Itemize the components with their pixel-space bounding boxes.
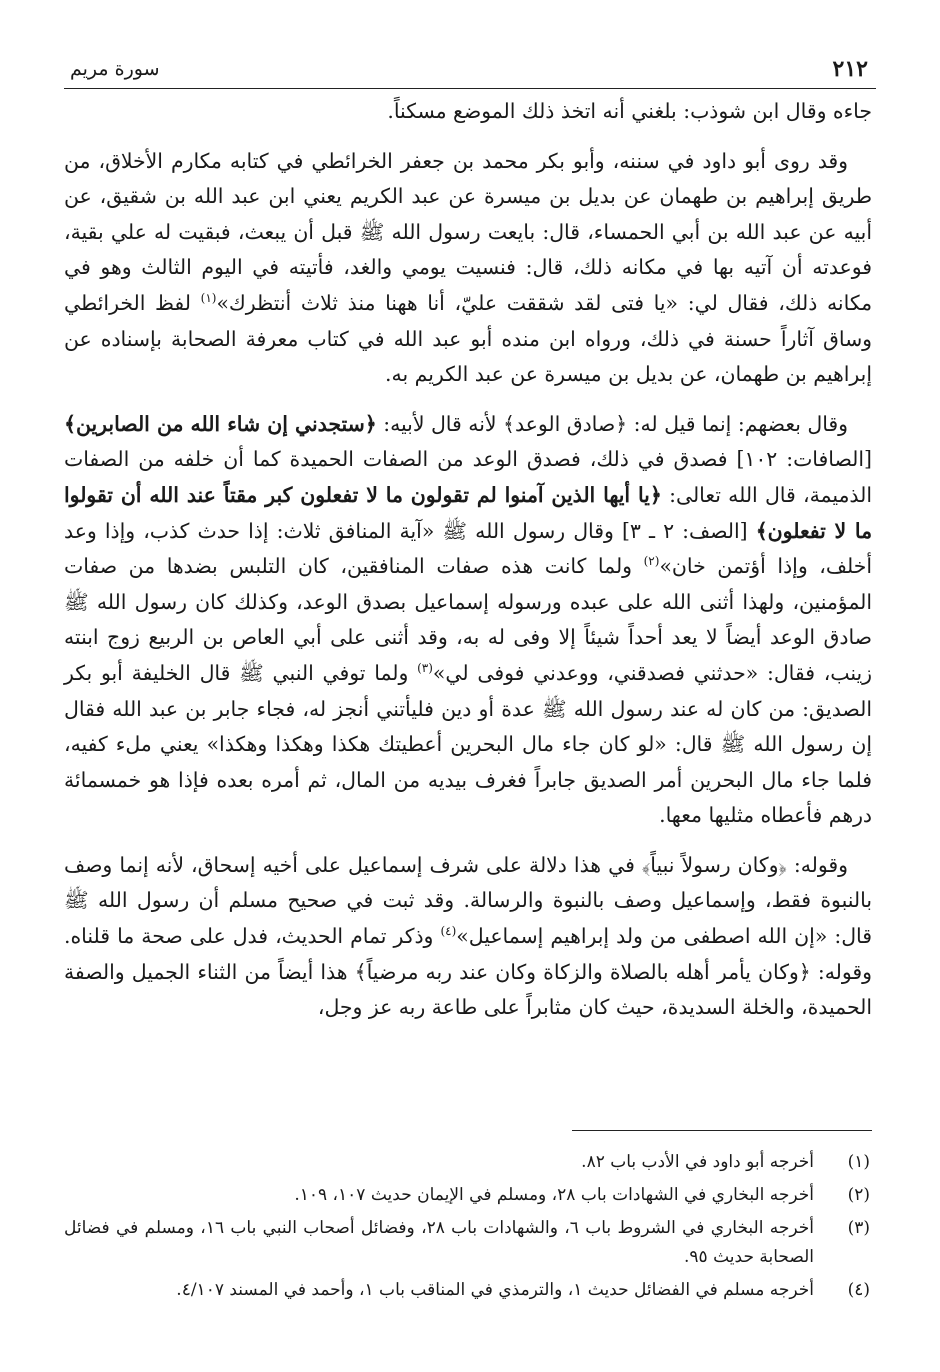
footnote-divider	[572, 1130, 872, 1131]
quran-quote: ﴿يا أيها الذين آمنوا لم تقولون ما لا تفعلون كبر مقتاً عند الله أن تقولوا ما لا تفعلون﴾	[64, 482, 872, 543]
text-segment: جاءه وقال ابن شوذب: بلغني أنه اتخذ ذلك الموضع مسكناً.	[387, 99, 872, 123]
text-segment: لفظ الخرائطي وساق آثاراً حسنة في ذلك، ورواه ابن منده أبو عبد الله في كتاب معرفة الصحابة بإسناده عن إبراهيم بن طهمان، عن بديل بن ميسرة عن عبد الكريم به.	[64, 290, 872, 387]
footnote-4	[64, 1276, 876, 1305]
paragraph-1	[64, 94, 872, 130]
footnote-1	[64, 1148, 876, 1177]
main-text	[64, 94, 872, 1026]
footnote-number: (٢)	[847, 1185, 870, 1205]
footnote-text: أخرجه مسلم في الفضائل حديث ١، والترمذي في المناقب باب ١، وأحمد في المسند ٤/١٠٧.	[176, 1280, 814, 1300]
footnote-reference: (١)	[200, 291, 217, 306]
footnote-2	[64, 1181, 876, 1210]
footnote-reference: (٣)	[417, 661, 433, 676]
text-segment: [الصافات: ١٠٢] فصدق في ذلك، فصدق الوعد من الصفات الحميدة كما أن خلفه من الصفات الذميمة، قال الله تعالى:	[64, 447, 873, 507]
text-segment: وقوله: ﴿وكان رسولاً نبياً﴾ في هذا دلالة على شرف إسماعيل على أخيه إسحاق، لأنه إنما وصف بالنبوة فقط، وإسماعيل وصف بالنبوة والرسالة. وقد ثبت في صحيح مسلم أن رسول الله ﷺ قال: «إن الله اصطفى من ولد إبراهيم إسماعيل»	[64, 852, 873, 949]
page-header	[64, 54, 876, 89]
footnote-text: أخرجه البخاري في الشهادات باب ٢٨، ومسلم في الإيمان حديث ١٠٧، ١٠٩.	[294, 1185, 814, 1205]
text-segment: وقال بعضهم: إنما قيل له: ﴿صادق الوعد﴾ لأنه قال لأبيه:	[376, 411, 849, 436]
footnote-number: (٣)	[847, 1218, 870, 1238]
footnote-number: (٤)	[847, 1280, 870, 1300]
footnote-reference: (٢)	[643, 554, 660, 569]
paragraph-3	[64, 407, 872, 834]
text-segment: وقد روى أبو داود في سننه، وأبو بكر محمد بن جعفر الخرائطي في كتابه مكارم الأخلاق، من طريق إبراهيم بن طهمان عن بديل بن ميسرة عن عبد الكريم يعني ابن عبد الله بن شقيق، عن أبيه عن عبد الله بن أبي الحمساء، قال: بايعت رسول الله ﷺ قبل أن يبعث، فبقيت له علي بقية، فوعدته أن آتيه بها في مكانه ذلك، قال: فنسيت يومي والغد، فأتيته في اليوم الثالث وهو في مكانه ذلك، فقال لي: «يا فتى لقد شققت عليّ، أنا ههنا منذ ثلاث أنتظرك»	[64, 148, 872, 315]
text-segment: وذكر تمام الحديث، فدل على صحة ما قلناه. وقوله: ﴿وكان يأمر أهله بالصلاة والزكاة وكان عند ربه مرضياً﴾ هذا أيضاً من الثناء الجميل والصفة الحميدة، والخلة السديدة، حيث كان مثابراً على طاعة ربه عز وجل،	[64, 924, 872, 1020]
footnote-reference: (٤)	[440, 924, 457, 939]
footnote-number: (١)	[847, 1152, 870, 1172]
footnotes	[64, 1148, 876, 1309]
footnote-text: أخرجه أبو داود في الأدب باب ٨٢.	[581, 1152, 814, 1172]
text-segment: ولما توفي النبي ﷺ قال الخليفة أبو بكر الصديق: من كان له عند رسول الله ﷺ عدة أو دين فليأتني أنجز له، فجاء جابر بن عبد الله فقال إن رسول الله ﷺ قال: «لو كان جاء مال البحرين أعطيتك هكذا وهكذا وهكذا» يعني ملء كفيه، فلما جاء مال البحرين أمر الصديق جابراً فغرف بيديه من المال، ثم أمره بعده فإذا هو خمسمائة درهم فأعطاه مثليها معها.	[64, 660, 872, 828]
surah-title: سورة مريم	[70, 58, 160, 80]
quran-quote: ﴿ستجدني إن شاء الله من الصابرين﴾	[64, 411, 377, 436]
page-number: ٢١٢	[832, 56, 868, 82]
paragraph-2	[64, 144, 872, 393]
text-segment: ولما كانت هذه صفات المنافقين، كان التلبس بضدها من صفات المؤمنين، ولهذا أثنى الله على عبده ورسوله إسماعيل بصدق الوعد، وكذلك كان رسول الله ﷺ صادق الوعد أيضاً لا يعد أحداً شيئاً إلا وفى له به، وقد أثنى على أبي العاص بن الربيع زوج ابنته زينب، فقال: «حدثني فصدقني، ووعدني فوفى لي»	[64, 554, 872, 685]
footnote-text: أخرجه البخاري في الشروط باب ٦، والشهادات باب ٢٨، وفضائل أصحاب النبي باب ١٦، ومسلم في فضائل الصحابة حديث ٩٥.	[64, 1218, 814, 1267]
paragraph-4	[64, 848, 872, 1026]
text-segment: [الصف: ٢ ـ ٣] وقال رسول الله ﷺ «آية المنافق ثلاث: إذا حدث كذب، وإذا وعد أخلف، وإذا أؤتمن خان»	[64, 518, 872, 579]
footnote-3	[64, 1214, 876, 1272]
